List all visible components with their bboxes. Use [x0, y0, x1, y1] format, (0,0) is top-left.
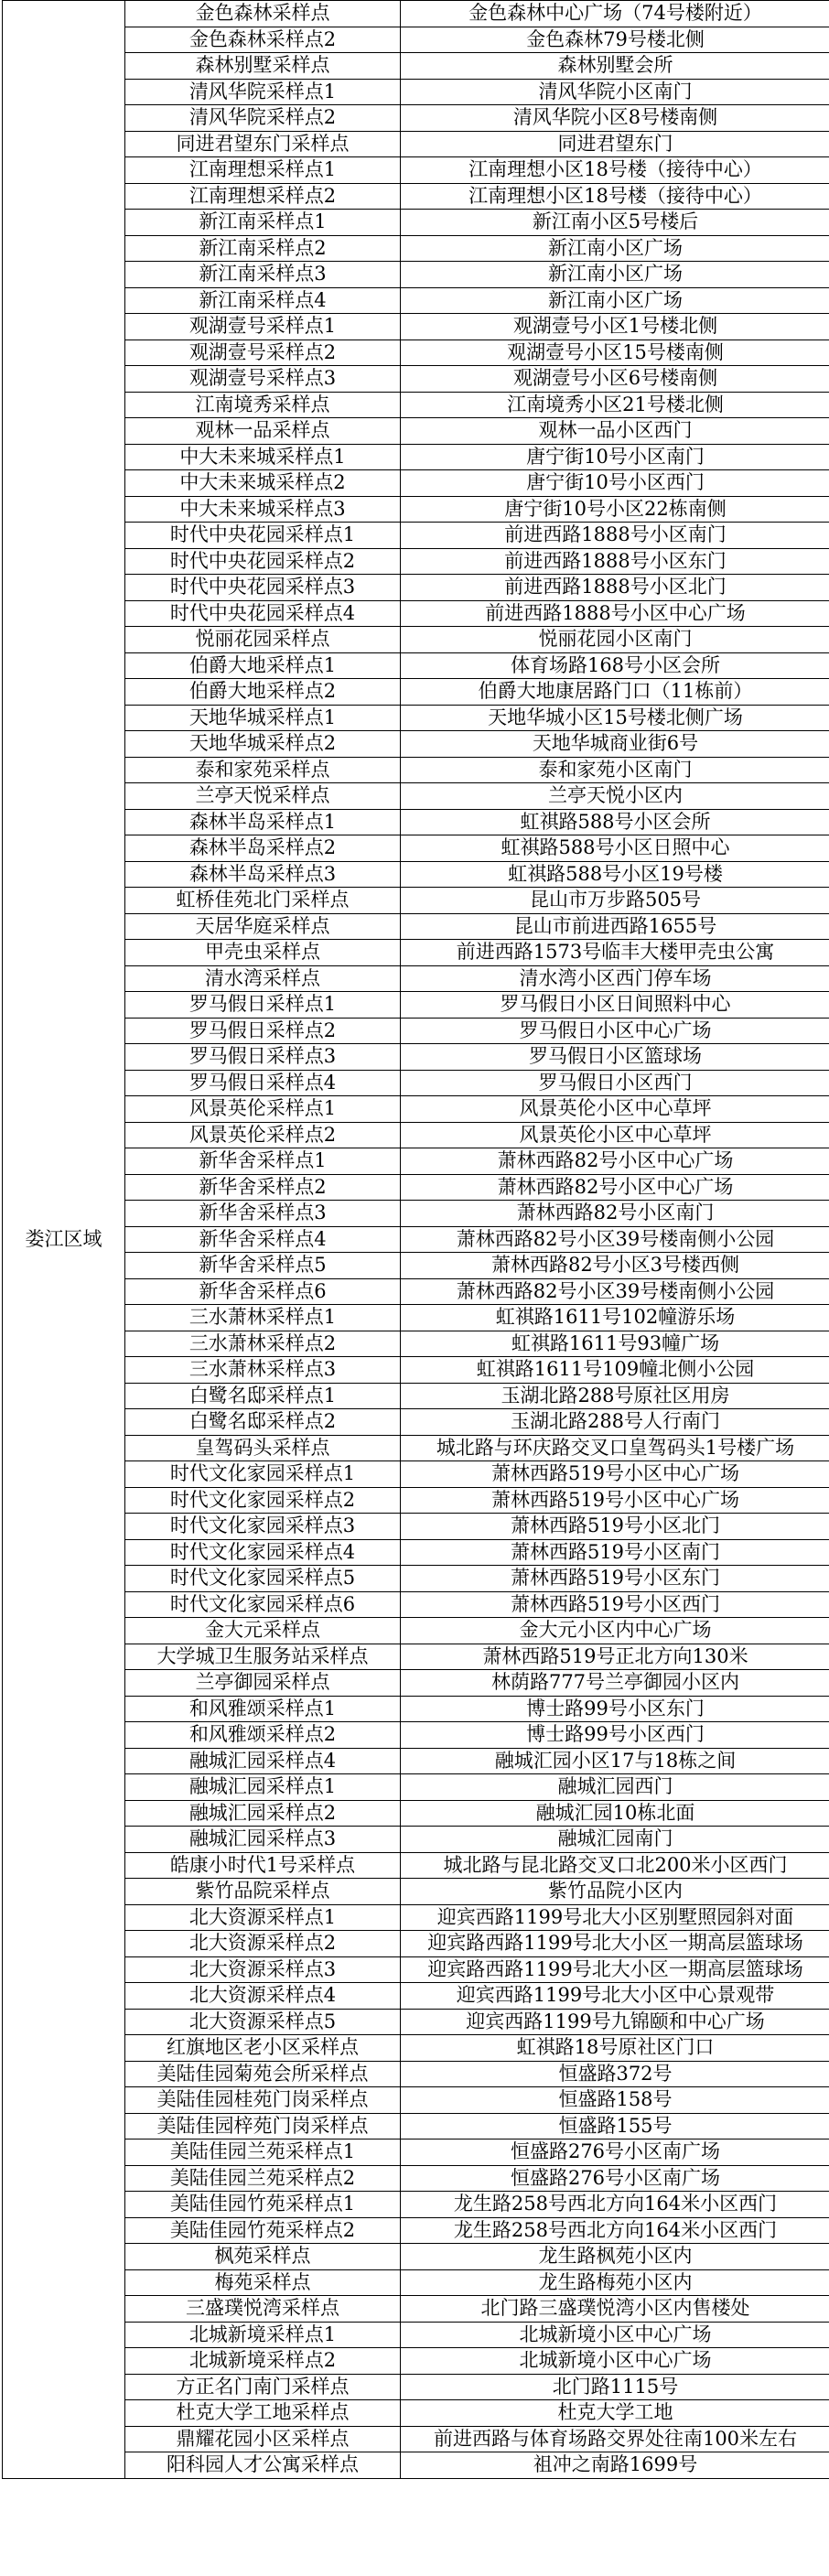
site-name-cell: 时代中央花园采样点4 — [125, 600, 401, 627]
site-name-cell: 红旗地区老小区采样点 — [125, 2035, 401, 2062]
site-location-cell: 前进西路1888号小区北门 — [401, 575, 829, 601]
site-name-cell: 美陆佳园竹苑采样点2 — [125, 2217, 401, 2244]
table-row — [3, 1122, 829, 1148]
site-name-cell: 时代中央花园采样点2 — [125, 548, 401, 575]
site-location-cell: 龙生路枫苑小区内 — [401, 2244, 829, 2270]
site-location-cell: 玉湖北路288号人行南门 — [401, 1409, 829, 1436]
table-row — [3, 131, 829, 157]
site-location-cell: 唐宁街10号小区22栋南侧 — [401, 496, 829, 523]
site-location-cell: 萧林西路519号小区北门 — [401, 1514, 829, 1540]
table-row — [3, 1174, 829, 1201]
table-row — [3, 548, 829, 575]
site-location-cell: 虹祺路1611号93幢广场 — [401, 1331, 829, 1357]
table-row — [3, 1331, 829, 1357]
site-name-cell: 新华舍采样点3 — [125, 1201, 401, 1227]
site-name-cell: 北大资源采样点4 — [125, 1983, 401, 2010]
site-name-cell: 新华舍采样点4 — [125, 1226, 401, 1253]
site-location-cell: 龙生路258号西北方向164米小区西门 — [401, 2217, 829, 2244]
site-location-cell: 萧林西路519号小区中心广场 — [401, 1487, 829, 1514]
site-location-cell: 龙生路258号西北方向164米小区西门 — [401, 2192, 829, 2218]
site-location-cell: 萧林西路82号小区南门 — [401, 1201, 829, 1227]
site-location-cell: 迎宾西路1199号北大小区中心景观带 — [401, 1983, 829, 2010]
site-location-cell: 恒盛路276号小区南广场 — [401, 2165, 829, 2192]
site-location-cell: 虹祺路588号小区19号楼 — [401, 861, 829, 888]
site-name-cell: 伯爵大地采样点1 — [125, 652, 401, 679]
table-row — [3, 340, 829, 366]
site-location-cell: 清水湾小区西门停车场 — [401, 965, 829, 992]
site-name-cell: 皇驾码头采样点 — [125, 1435, 401, 1461]
table-row — [3, 1956, 829, 1983]
table-row — [3, 783, 829, 810]
table-row — [3, 1566, 829, 1592]
site-name-cell: 金大元采样点 — [125, 1618, 401, 1644]
site-name-cell: 清风华院采样点1 — [125, 79, 401, 105]
site-location-cell: 北城新境小区中心广场 — [401, 2348, 829, 2375]
table-row — [3, 444, 829, 470]
site-location-cell: 新江南小区广场 — [401, 235, 829, 262]
site-name-cell: 三水萧林采样点3 — [125, 1357, 401, 1384]
site-name-cell: 枫苑采样点 — [125, 2244, 401, 2270]
site-name-cell: 和风雅颂采样点1 — [125, 1696, 401, 1722]
site-name-cell: 天居华庭采样点 — [125, 913, 401, 940]
table-row — [3, 1748, 829, 1774]
table-row — [3, 1383, 829, 1409]
site-location-cell: 清风华院小区8号楼南侧 — [401, 105, 829, 132]
site-name-cell: 森林半岛采样点1 — [125, 809, 401, 835]
site-location-cell: 迎宾西路1199号九锦颐和中心广场 — [401, 2009, 829, 2035]
site-name-cell: 北城新境采样点1 — [125, 2322, 401, 2348]
site-name-cell: 白鹭名邸采样点1 — [125, 1383, 401, 1409]
site-name-cell: 和风雅颂采样点2 — [125, 1722, 401, 1749]
table-row — [3, 1618, 829, 1644]
table-row — [3, 2113, 829, 2139]
site-location-cell: 融城汇园南门 — [401, 1827, 829, 1853]
table-row — [3, 314, 829, 340]
table-row — [3, 1357, 829, 1384]
site-name-cell: 美陆佳园兰苑采样点2 — [125, 2165, 401, 2192]
site-name-cell: 美陆佳园菊苑会所采样点 — [125, 2061, 401, 2087]
site-location-cell: 新江南小区广场 — [401, 262, 829, 288]
table-row — [3, 575, 829, 601]
table-row — [3, 757, 829, 783]
site-location-cell: 虹祺路18号原社区门口 — [401, 2035, 829, 2062]
table-row — [3, 2296, 829, 2323]
site-location-cell: 萧林西路82号小区39号楼南侧小公园 — [401, 1278, 829, 1305]
table-row — [3, 1983, 829, 2010]
site-location-cell: 观林一品小区西门 — [401, 418, 829, 445]
table-row — [3, 1435, 829, 1461]
table-row — [3, 913, 829, 940]
site-location-cell: 萧林西路519号正北方向130米 — [401, 1644, 829, 1670]
table-row — [3, 1305, 829, 1331]
site-name-cell: 融城汇园采样点1 — [125, 1774, 401, 1801]
site-location-cell: 玉湖北路288号原社区用房 — [401, 1383, 829, 1409]
site-location-cell: 恒盛路155号 — [401, 2113, 829, 2139]
site-location-cell: 萧林西路519号小区南门 — [401, 1539, 829, 1566]
site-name-cell: 江南境秀采样点 — [125, 392, 401, 418]
table-row — [3, 1591, 829, 1618]
site-name-cell: 时代文化家园采样点3 — [125, 1514, 401, 1540]
site-name-cell: 虹桥佳苑北门采样点 — [125, 888, 401, 914]
site-name-cell: 三水萧林采样点1 — [125, 1305, 401, 1331]
site-name-cell: 鼎耀花园小区采样点 — [125, 2426, 401, 2452]
site-location-cell: 城北路与昆北路交叉口北200米小区西门 — [401, 1852, 829, 1879]
site-location-cell: 悦丽花园小区南门 — [401, 627, 829, 653]
site-location-cell: 唐宁街10号小区南门 — [401, 444, 829, 470]
site-name-cell: 美陆佳园兰苑采样点1 — [125, 2139, 401, 2166]
site-name-cell: 新华舍采样点5 — [125, 1253, 401, 1279]
site-name-cell: 北城新境采样点2 — [125, 2348, 401, 2375]
table-row — [3, 1774, 829, 1801]
site-location-cell: 博士路99号小区东门 — [401, 1696, 829, 1722]
table-row — [3, 235, 829, 262]
table-row — [3, 157, 829, 184]
site-name-cell: 大学城卫生服务站采样点 — [125, 1644, 401, 1670]
table-row — [3, 652, 829, 679]
table-row — [3, 1670, 829, 1697]
site-name-cell: 中大未来城采样点3 — [125, 496, 401, 523]
table-row — [3, 1827, 829, 1853]
table-row — [3, 627, 829, 653]
site-name-cell: 阳科园人才公寓采样点 — [125, 2452, 401, 2479]
site-location-cell: 融城汇园西门 — [401, 1774, 829, 1801]
site-name-cell: 观湖壹号采样点3 — [125, 366, 401, 393]
site-name-cell: 杜克大学工地采样点 — [125, 2400, 401, 2427]
site-name-cell: 美陆佳园桂苑门岗采样点 — [125, 2087, 401, 2114]
site-location-cell: 前进西路1888号小区中心广场 — [401, 600, 829, 627]
site-location-cell: 萧林西路519号小区东门 — [401, 1566, 829, 1592]
site-name-cell: 时代文化家园采样点6 — [125, 1591, 401, 1618]
table-row — [3, 27, 829, 53]
table-row — [3, 705, 829, 731]
table-row — [3, 392, 829, 418]
table-row — [3, 1931, 829, 1957]
table-row — [3, 2217, 829, 2244]
table-row — [3, 1409, 829, 1436]
site-location-cell: 龙生路梅苑小区内 — [401, 2269, 829, 2296]
table-row — [3, 418, 829, 445]
region-cell: 娄江区域 — [3, 1, 125, 2479]
site-location-cell: 风景英伦小区中心草坪 — [401, 1122, 829, 1148]
site-location-cell: 萧林西路519号小区中心广场 — [401, 1461, 829, 1488]
table-row — [3, 992, 829, 1019]
site-location-cell: 迎宾西路1199号北大小区别墅照园斜对面 — [401, 1904, 829, 1931]
site-location-cell: 林荫路777号兰亭御园小区内 — [401, 1670, 829, 1697]
table-row — [3, 809, 829, 835]
site-location-cell: 天地华城小区15号楼北侧广场 — [401, 705, 829, 731]
site-name-cell: 森林半岛采样点2 — [125, 835, 401, 862]
table-row — [3, 53, 829, 80]
site-name-cell: 清水湾采样点 — [125, 965, 401, 992]
site-name-cell: 金色森林采样点2 — [125, 27, 401, 53]
site-name-cell: 时代中央花园采样点3 — [125, 575, 401, 601]
table-row — [3, 79, 829, 105]
site-location-cell: 迎宾路西路1199号北大小区一期高层篮球场 — [401, 1956, 829, 1983]
table-row — [3, 1644, 829, 1670]
table-row — [3, 523, 829, 549]
table-row — [3, 679, 829, 706]
table-row — [3, 2009, 829, 2035]
site-name-cell: 甲壳虫采样点 — [125, 940, 401, 966]
site-name-cell: 时代文化家园采样点2 — [125, 1487, 401, 1514]
table-row — [3, 888, 829, 914]
table-row — [3, 1148, 829, 1175]
site-location-cell: 虹祺路588号小区日照中心 — [401, 835, 829, 862]
site-name-cell: 新江南采样点4 — [125, 287, 401, 314]
site-name-cell: 罗马假日采样点3 — [125, 1044, 401, 1071]
table-row — [3, 1226, 829, 1253]
table-row — [3, 1722, 829, 1749]
site-location-cell: 新江南小区5号楼后 — [401, 210, 829, 236]
site-name-cell: 罗马假日采样点4 — [125, 1070, 401, 1096]
site-name-cell: 罗马假日采样点2 — [125, 1018, 401, 1044]
table-row — [3, 1, 829, 27]
site-name-cell: 三水萧林采样点2 — [125, 1331, 401, 1357]
table-row — [3, 2165, 829, 2192]
site-name-cell: 江南理想采样点2 — [125, 183, 401, 210]
site-name-cell: 梅苑采样点 — [125, 2269, 401, 2296]
site-name-cell: 观湖壹号采样点2 — [125, 340, 401, 366]
site-name-cell: 金色森林采样点 — [125, 1, 401, 27]
site-name-cell: 融城汇园采样点2 — [125, 1800, 401, 1827]
table-row — [3, 2035, 829, 2062]
site-location-cell: 博士路99号小区西门 — [401, 1722, 829, 1749]
site-name-cell: 时代文化家园采样点1 — [125, 1461, 401, 1488]
table-row — [3, 1278, 829, 1305]
site-name-cell: 观湖壹号采样点1 — [125, 314, 401, 340]
site-location-cell: 萧林西路82号小区39号楼南侧小公园 — [401, 1226, 829, 1253]
site-name-cell: 新华舍采样点2 — [125, 1174, 401, 1201]
site-name-cell: 方正名门南门采样点 — [125, 2374, 401, 2400]
site-location-cell: 唐宁街10号小区西门 — [401, 470, 829, 497]
table-row — [3, 2244, 829, 2270]
site-name-cell: 紫竹品院采样点 — [125, 1879, 401, 1905]
site-name-cell: 同进君望东门采样点 — [125, 131, 401, 157]
site-location-cell: 罗马假日小区中心广场 — [401, 1018, 829, 1044]
site-location-cell: 体育场路168号小区会所 — [401, 652, 829, 679]
site-location-cell: 清风华院小区南门 — [401, 79, 829, 105]
table-row — [3, 940, 829, 966]
site-name-cell: 美陆佳园梓苑门岗采样点 — [125, 2113, 401, 2139]
table-row — [3, 1696, 829, 1722]
site-name-cell: 时代中央花园采样点1 — [125, 523, 401, 549]
table-row — [3, 183, 829, 210]
table-row — [3, 2269, 829, 2296]
table-row — [3, 496, 829, 523]
site-location-cell: 同进君望东门 — [401, 131, 829, 157]
table-row — [3, 2087, 829, 2114]
site-name-cell: 融城汇园采样点4 — [125, 1748, 401, 1774]
site-location-cell: 前进西路1573号临丰大楼甲壳虫公寓 — [401, 940, 829, 966]
table-row — [3, 1096, 829, 1123]
table-row — [3, 1514, 829, 1540]
table-row — [3, 835, 829, 862]
site-name-cell: 天地华城采样点1 — [125, 705, 401, 731]
site-name-cell: 融城汇园采样点3 — [125, 1827, 401, 1853]
site-name-cell: 新华舍采样点1 — [125, 1148, 401, 1175]
site-location-cell: 观湖壹号小区15号楼南侧 — [401, 340, 829, 366]
site-name-cell: 北大资源采样点5 — [125, 2009, 401, 2035]
table-row — [3, 600, 829, 627]
table-row — [3, 1852, 829, 1879]
table-row — [3, 2374, 829, 2400]
site-name-cell: 兰亭天悦采样点 — [125, 783, 401, 810]
site-location-cell: 虹祺路1611号109幢北侧小公园 — [401, 1357, 829, 1384]
site-name-cell: 皓康小时代1号采样点 — [125, 1852, 401, 1879]
site-name-cell: 江南理想采样点1 — [125, 157, 401, 184]
site-name-cell: 中大未来城采样点2 — [125, 470, 401, 497]
site-location-cell: 天地华城商业街6号 — [401, 731, 829, 758]
site-location-cell: 森林别墅会所 — [401, 53, 829, 80]
site-location-cell: 杜克大学工地 — [401, 2400, 829, 2427]
site-name-cell: 三盛璞悦湾采样点 — [125, 2296, 401, 2323]
table-row — [3, 965, 829, 992]
table-row — [3, 1018, 829, 1044]
table-row — [3, 287, 829, 314]
site-location-cell: 前进西路1888号小区南门 — [401, 523, 829, 549]
table-row — [3, 731, 829, 758]
table-row — [3, 2452, 829, 2479]
table-row — [3, 1201, 829, 1227]
site-location-cell: 恒盛路158号 — [401, 2087, 829, 2114]
site-name-cell: 伯爵大地采样点2 — [125, 679, 401, 706]
site-name-cell: 罗马假日采样点1 — [125, 992, 401, 1019]
table-row — [3, 2426, 829, 2452]
site-location-cell: 金大元小区内中心广场 — [401, 1618, 829, 1644]
site-name-cell: 风景英伦采样点2 — [125, 1122, 401, 1148]
site-name-cell: 森林别墅采样点 — [125, 53, 401, 80]
site-location-cell: 伯爵大地康居路门口（11栋前） — [401, 679, 829, 706]
table-row — [3, 1539, 829, 1566]
site-location-cell: 观湖壹号小区6号楼南侧 — [401, 366, 829, 393]
table-row — [3, 1044, 829, 1071]
table-row — [3, 2322, 829, 2348]
site-location-cell: 昆山市前进西路1655号 — [401, 913, 829, 940]
site-name-cell: 北大资源采样点3 — [125, 1956, 401, 1983]
site-location-cell: 金色森林79号楼北侧 — [401, 27, 829, 53]
site-location-cell: 萧林西路82号小区3号楼西侧 — [401, 1253, 829, 1279]
site-location-cell: 昆山市万步路505号 — [401, 888, 829, 914]
site-location-cell: 观湖壹号小区1号楼北侧 — [401, 314, 829, 340]
site-location-cell: 罗马假日小区西门 — [401, 1070, 829, 1096]
table-row — [3, 1253, 829, 1279]
site-location-cell: 融城汇园小区17与18栋之间 — [401, 1748, 829, 1774]
site-name-cell: 新江南采样点2 — [125, 235, 401, 262]
site-location-cell: 罗马假日小区日间照料中心 — [401, 992, 829, 1019]
table-row — [3, 470, 829, 497]
table-row — [3, 2061, 829, 2087]
site-location-cell: 江南理想小区18号楼（接待中心） — [401, 157, 829, 184]
site-location-cell: 恒盛路372号 — [401, 2061, 829, 2087]
site-location-cell: 虹祺路588号小区会所 — [401, 809, 829, 835]
site-location-cell: 北门路1115号 — [401, 2374, 829, 2400]
table-row — [3, 262, 829, 288]
site-name-cell: 清风华院采样点2 — [125, 105, 401, 132]
site-name-cell: 森林半岛采样点3 — [125, 861, 401, 888]
site-location-cell: 新江南小区广场 — [401, 287, 829, 314]
table-row — [3, 105, 829, 132]
table-row — [3, 1461, 829, 1488]
site-name-cell: 兰亭御园采样点 — [125, 1670, 401, 1697]
site-location-cell: 金色森林中心广场（74号楼附近） — [401, 1, 829, 27]
site-name-cell: 中大未来城采样点1 — [125, 444, 401, 470]
site-location-cell: 萧林西路82号小区中心广场 — [401, 1174, 829, 1201]
site-location-cell: 风景英伦小区中心草坪 — [401, 1096, 829, 1123]
site-name-cell: 时代文化家园采样点5 — [125, 1566, 401, 1592]
site-location-cell: 泰和家苑小区南门 — [401, 757, 829, 783]
site-location-cell: 北门路三盛璞悦湾小区内售楼处 — [401, 2296, 829, 2323]
site-location-cell: 萧林西路519号小区西门 — [401, 1591, 829, 1618]
site-location-cell: 前进西路与体育场路交界处往南100米左右 — [401, 2426, 829, 2452]
site-name-cell: 观林一品采样点 — [125, 418, 401, 445]
site-name-cell: 白鹭名邸采样点2 — [125, 1409, 401, 1436]
table-row — [3, 210, 829, 236]
site-location-cell: 城北路与环庆路交叉口皇驾码头1号楼广场 — [401, 1435, 829, 1461]
site-location-cell: 恒盛路276号小区南广场 — [401, 2139, 829, 2166]
site-location-cell: 迎宾路西路1199号北大小区一期高层篮球场 — [401, 1931, 829, 1957]
site-location-cell: 紫竹品院小区内 — [401, 1879, 829, 1905]
table-row — [3, 1800, 829, 1827]
site-location-cell: 北城新境小区中心广场 — [401, 2322, 829, 2348]
table-row — [3, 366, 829, 393]
site-name-cell: 新华舍采样点6 — [125, 1278, 401, 1305]
site-location-cell: 江南境秀小区21号楼北侧 — [401, 392, 829, 418]
table-row — [3, 1904, 829, 1931]
table-row — [3, 1070, 829, 1096]
site-name-cell: 北大资源采样点1 — [125, 1904, 401, 1931]
site-location-cell: 虹祺路1611号102幢游乐场 — [401, 1305, 829, 1331]
site-name-cell: 新江南采样点3 — [125, 262, 401, 288]
site-location-cell: 罗马假日小区篮球场 — [401, 1044, 829, 1071]
site-name-cell: 时代文化家园采样点4 — [125, 1539, 401, 1566]
site-name-cell: 泰和家苑采样点 — [125, 757, 401, 783]
table-row — [3, 2400, 829, 2427]
site-name-cell: 北大资源采样点2 — [125, 1931, 401, 1957]
site-location-cell: 前进西路1888号小区东门 — [401, 548, 829, 575]
site-name-cell: 风景英伦采样点1 — [125, 1096, 401, 1123]
site-name-cell: 悦丽花园采样点 — [125, 627, 401, 653]
site-name-cell: 美陆佳园竹苑采样点1 — [125, 2192, 401, 2218]
site-name-cell: 新江南采样点1 — [125, 210, 401, 236]
site-location-cell: 江南理想小区18号楼（接待中心） — [401, 183, 829, 210]
site-name-cell: 天地华城采样点2 — [125, 731, 401, 758]
table-row — [3, 1487, 829, 1514]
table-row — [3, 2348, 829, 2375]
sampling-sites-body — [3, 1, 829, 2479]
site-location-cell: 萧林西路82号小区中心广场 — [401, 1148, 829, 1175]
site-location-cell: 祖冲之南路1699号 — [401, 2452, 829, 2479]
table-row — [3, 1879, 829, 1905]
site-location-cell: 兰亭天悦小区内 — [401, 783, 829, 810]
site-location-cell: 融城汇园10栋北面 — [401, 1800, 829, 1827]
sampling-sites-table — [2, 0, 829, 2479]
table-row — [3, 2192, 829, 2218]
table-row — [3, 861, 829, 888]
table-row — [3, 2139, 829, 2166]
